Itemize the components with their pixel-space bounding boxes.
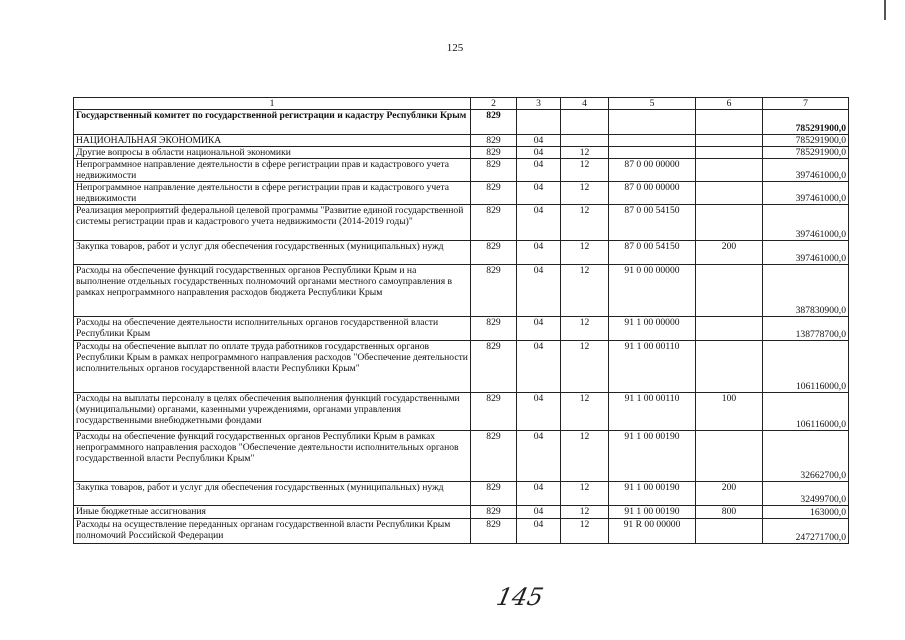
table-header-row <box>74 98 849 110</box>
row-name-cell: Реализация мероприятий федеральной целевой программы "Развитие единой государственной системы регистрации прав и кадастрового учета недвижимости (2014-2019 годы)" <box>74 205 471 241</box>
row-admin-code-cell: 829 <box>471 341 517 393</box>
table-row <box>74 205 849 241</box>
row-admin-code-cell: 829 <box>471 205 517 241</box>
table-row <box>74 135 849 147</box>
row-admin-code-cell: 829 <box>471 110 517 135</box>
row-name-cell: Закупка товаров, работ и услуг для обеспечения государственных (муниципальных) нужд <box>74 482 471 506</box>
row-section-cell: 04 <box>517 265 561 317</box>
row-expense-type-cell <box>696 265 763 317</box>
table-row <box>74 341 849 393</box>
table-row <box>74 393 849 431</box>
row-section-cell: 04 <box>517 135 561 147</box>
row-expense-type-cell: 200 <box>696 482 763 506</box>
row-amount-cell: 138778700,0 <box>763 317 849 341</box>
row-name-cell: Расходы на осуществление переданных органам государственной власти Республики Крым полномочий Российской Федерации <box>74 519 471 544</box>
header-cell: 5 <box>609 98 696 110</box>
row-subsection-cell: 12 <box>561 205 609 241</box>
row-amount-cell: 247271700,0 <box>763 519 849 544</box>
table-row <box>74 159 849 182</box>
row-subsection-cell: 12 <box>561 482 609 506</box>
row-admin-code-cell: 829 <box>471 135 517 147</box>
row-amount-cell: 32499700,0 <box>763 482 849 506</box>
row-amount-cell: 106116000,0 <box>763 393 849 431</box>
row-subsection-cell: 12 <box>561 265 609 317</box>
header-cell: 2 <box>471 98 517 110</box>
header-cell: 4 <box>561 98 609 110</box>
row-name-cell: Непрограммное направление деятельности в сфере регистрации прав и кадастрового учета недвижимости <box>74 159 471 182</box>
row-expense-type-cell <box>696 147 763 159</box>
row-name-cell: Расходы на обеспечение функций государственных органов Республики Крым и на выполнение отдельных государственных полномочий органами местного самоуправления в рамках непрограммного направления расходов бюджета Республики Крым <box>74 265 471 317</box>
row-subsection-cell: 12 <box>561 159 609 182</box>
row-admin-code-cell: 829 <box>471 393 517 431</box>
row-section-cell: 04 <box>517 519 561 544</box>
row-name-cell: Расходы на обеспечение функций государственных органов Республики Крым в рамках непрограммного направления расходов "Обеспечение деятельности исполнительных органов государственной власти Республики Крым" <box>74 431 471 482</box>
row-subsection-cell: 12 <box>561 341 609 393</box>
table-row <box>74 506 849 519</box>
row-admin-code-cell: 829 <box>471 159 517 182</box>
row-target-article-cell: 91 0 00 00000 <box>609 265 696 317</box>
header-cell: 3 <box>517 98 561 110</box>
row-amount-cell: 397461000,0 <box>763 241 849 265</box>
row-amount-cell: 397461000,0 <box>763 159 849 182</box>
row-amount-cell: 785291900,0 <box>763 147 849 159</box>
row-expense-type-cell: 200 <box>696 241 763 265</box>
row-expense-type-cell <box>696 317 763 341</box>
table-row <box>74 317 849 341</box>
header-cell: 1 <box>74 98 471 110</box>
row-expense-type-cell: 800 <box>696 506 763 519</box>
row-target-article-cell: 91 1 00 00190 <box>609 431 696 482</box>
row-target-article-cell: 91 1 00 00190 <box>609 506 696 519</box>
row-section-cell: 04 <box>517 241 561 265</box>
row-amount-cell: 387830900,0 <box>763 265 849 317</box>
row-name-cell: Расходы на обеспечение выплат по оплате труда работников государственных органов Республики Крым в рамках непрограммного направления расходов "Обеспечение деятельности исполнительных органов государственной власти Республики Крым" <box>74 341 471 393</box>
row-admin-code-cell: 829 <box>471 519 517 544</box>
row-section-cell: 04 <box>517 182 561 205</box>
row-subsection-cell: 12 <box>561 182 609 205</box>
row-amount-cell: 785291900,0 <box>763 135 849 147</box>
row-subsection-cell: 12 <box>561 317 609 341</box>
row-amount-cell: 785291900,0 <box>763 110 849 135</box>
table-row <box>74 241 849 265</box>
table-row <box>74 147 849 159</box>
row-expense-type-cell: 100 <box>696 393 763 431</box>
row-expense-type-cell <box>696 341 763 393</box>
table-row <box>74 431 849 482</box>
row-target-article-cell: 91 1 00 00110 <box>609 393 696 431</box>
row-target-article-cell: 87 0 00 54150 <box>609 241 696 265</box>
row-section-cell: 04 <box>517 159 561 182</box>
page-number: 125 <box>446 42 464 54</box>
row-subsection-cell <box>561 135 609 147</box>
row-section-cell: 04 <box>517 431 561 482</box>
row-amount-cell: 397461000,0 <box>763 182 849 205</box>
row-amount-cell: 106116000,0 <box>763 341 849 393</box>
row-admin-code-cell: 829 <box>471 241 517 265</box>
header-cell: 6 <box>696 98 763 110</box>
row-section-cell <box>517 110 561 135</box>
table-row <box>74 110 849 135</box>
row-target-article-cell: 91 1 00 00110 <box>609 341 696 393</box>
row-name-cell: Непрограммное направление деятельности в сфере регистрации прав и кадастрового учета недвижимости <box>74 182 471 205</box>
row-subsection-cell: 12 <box>561 431 609 482</box>
row-subsection-cell: 12 <box>561 147 609 159</box>
row-subsection-cell: 12 <box>561 241 609 265</box>
row-admin-code-cell: 829 <box>471 482 517 506</box>
scan-edge-mark <box>884 0 886 20</box>
row-target-article-cell: 91 1 00 00000 <box>609 317 696 341</box>
header-cell: 7 <box>763 98 849 110</box>
row-admin-code-cell: 829 <box>471 317 517 341</box>
row-name-cell: НАЦИОНАЛЬНАЯ ЭКОНОМИКА <box>74 135 471 147</box>
row-expense-type-cell <box>696 110 763 135</box>
row-name-cell: Другие вопросы в области национальной экономики <box>74 147 471 159</box>
row-amount-cell: 32662700,0 <box>763 431 849 482</box>
row-section-cell: 04 <box>517 341 561 393</box>
row-expense-type-cell <box>696 431 763 482</box>
row-target-article-cell: 87 0 00 00000 <box>609 182 696 205</box>
row-target-article-cell: 87 0 00 00000 <box>609 159 696 182</box>
row-expense-type-cell <box>696 159 763 182</box>
row-subsection-cell <box>561 110 609 135</box>
row-section-cell: 04 <box>517 317 561 341</box>
row-admin-code-cell: 829 <box>471 431 517 482</box>
row-amount-cell: 163000,0 <box>763 506 849 519</box>
row-name-cell: Государственный комитет по государственной регистрации и кадастру Республики Крым <box>74 110 471 135</box>
row-section-cell: 04 <box>517 482 561 506</box>
row-expense-type-cell <box>696 519 763 544</box>
row-subsection-cell: 12 <box>561 393 609 431</box>
row-expense-type-cell <box>696 205 763 241</box>
table-row <box>74 265 849 317</box>
row-section-cell: 04 <box>517 393 561 431</box>
row-admin-code-cell: 829 <box>471 506 517 519</box>
row-section-cell: 04 <box>517 506 561 519</box>
handwritten-page-number: 145 <box>494 583 546 611</box>
row-target-article-cell <box>609 147 696 159</box>
row-name-cell: Закупка товаров, работ и услуг для обеспечения государственных (муниципальных) нужд <box>74 241 471 265</box>
table-row <box>74 182 849 205</box>
row-admin-code-cell: 829 <box>471 182 517 205</box>
row-section-cell: 04 <box>517 147 561 159</box>
row-admin-code-cell: 829 <box>471 265 517 317</box>
row-section-cell: 04 <box>517 205 561 241</box>
row-subsection-cell: 12 <box>561 506 609 519</box>
row-target-article-cell: 91 R 00 00000 <box>609 519 696 544</box>
table-row <box>74 482 849 506</box>
row-admin-code-cell: 829 <box>471 147 517 159</box>
row-subsection-cell: 12 <box>561 519 609 544</box>
row-target-article-cell <box>609 135 696 147</box>
row-expense-type-cell <box>696 182 763 205</box>
budget-table <box>73 97 849 544</box>
row-expense-type-cell <box>696 135 763 147</box>
row-amount-cell: 397461000,0 <box>763 205 849 241</box>
row-target-article-cell <box>609 110 696 135</box>
row-target-article-cell: 91 1 00 00190 <box>609 482 696 506</box>
row-name-cell: Расходы на выплаты персоналу в целях обеспечения выполнения функций государственными (муниципальными) органами, казенными учреждениями, органами управления государственными внебюджетными фондами <box>74 393 471 431</box>
row-target-article-cell: 87 0 00 54150 <box>609 205 696 241</box>
row-name-cell: Расходы на обеспечение деятельности исполнительных органов государственной власти Республики Крым <box>74 317 471 341</box>
table-row <box>74 519 849 544</box>
row-name-cell: Иные бюджетные ассигнования <box>74 506 471 519</box>
